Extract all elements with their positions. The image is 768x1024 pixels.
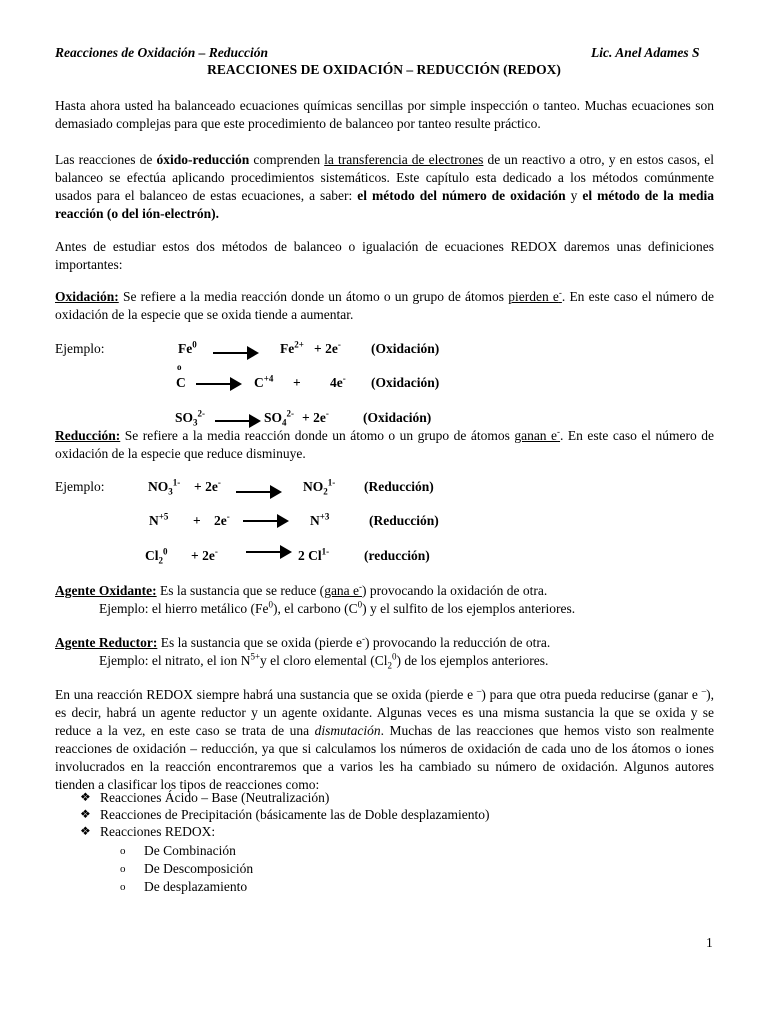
ox-eq1-e-sup: - (337, 339, 341, 350)
ox-eq2-dot: o (177, 362, 182, 372)
redox-general-text-1: En una reacción REDOX siempre habrá una sustancia que se oxida (pierde e (55, 687, 477, 702)
red-eq1-r: NO (148, 479, 169, 494)
reducing-agent-example (99, 653, 548, 669)
redox-general-text-2: ) para que otra pueda reducirse (ganar e (481, 687, 702, 702)
list-item-text: Reacciones REDOX: (100, 824, 216, 839)
circle-bullet-icon: o (120, 863, 126, 875)
red-eq3-e-sup: - (214, 546, 218, 557)
ox-eq3-r-sub: 3 (193, 417, 198, 428)
oxidation-text-1: Se refiere a la media reacción donde un átomo o un grupo de átomos (118, 289, 509, 304)
ox-eq2-tag: (Oxidación) (371, 375, 440, 390)
red-eq3-p: 2 Cl (298, 548, 322, 563)
list-item-text: De Combinación (144, 843, 236, 858)
red-eq2-tag: (Reducción) (369, 513, 439, 528)
ox-eq2-plus: + (293, 375, 301, 390)
red-eq2-plus: + (193, 513, 201, 528)
ox-eq2-product (254, 375, 273, 391)
reduction-underline-sup: - (557, 426, 561, 437)
oxidation-term: Oxidación: (55, 289, 119, 304)
oa-ex-3: ) y el sulfito de los ejemplos anteriores. (362, 601, 576, 616)
redox-method-1: el método del número de oxidación (357, 188, 566, 203)
ox-eq3-p-sup: 2- (286, 408, 295, 419)
ra-ex-sub: 2 (387, 660, 392, 671)
ox-eq3-e: + 2e (302, 410, 326, 425)
ox-eq2-arrow (196, 383, 240, 385)
redox-text-1: Las reacciones de (55, 152, 157, 167)
ox-eq2-e-sup: - (342, 373, 346, 384)
oxidizing-agent-underline-text: gana e (324, 583, 360, 598)
reducing-agent-text-1: Es la sustancia que se oxida (pierde e (157, 635, 363, 650)
header-left: Reacciones de Oxidación – Reducción (55, 45, 268, 60)
ox-eq1-e: + 2e (314, 341, 338, 356)
reduction-underline (514, 428, 560, 443)
redox-underline: la transferencia de electrones (324, 152, 484, 167)
circle-bullet-icon: o (120, 845, 126, 857)
ox-eq3-e-sup: - (325, 408, 329, 419)
oxidation-example-label: Ejemplo: (55, 341, 105, 356)
red-eq1-e: + 2e (194, 479, 218, 494)
oxidation-underline-text: pierden e (508, 289, 559, 304)
ox-eq3-p-sub: 4 (282, 417, 287, 428)
ox-eq3-r-sup: 2- (197, 408, 206, 419)
oxidizing-agent-text-2: ) provocando la oxidación de otra. (362, 583, 548, 598)
red-eq3-r-sub: 2 (158, 555, 163, 566)
oxidizing-agent-underline-sup: - (359, 581, 363, 592)
ox-eq3-tag: (Oxidación) (363, 410, 432, 425)
header-right: Lic. Anel Adames S (591, 45, 700, 60)
red-eq1-p-sub: 2 (323, 486, 328, 497)
reduction-term: Reducción: (55, 428, 121, 443)
oxidizing-agent-underline (324, 583, 362, 598)
red-eq2-p: N (310, 513, 320, 528)
list-item (80, 823, 489, 840)
red-eq2-arrow (243, 520, 287, 522)
circle-bullet-icon: o (120, 881, 126, 893)
oa-ex-2: ), el carbono (C (272, 601, 358, 616)
red-eq1-electrons (194, 479, 221, 495)
redox-text-4: y (565, 188, 583, 203)
redox-general-paragraph (55, 686, 714, 794)
red-eq1-r-sub: 3 (168, 486, 173, 497)
definitions-intro-text: Antes de estudiar estos dos métodos de balanceo o igualación de ecuaciones REDOX daremos unas definiciones importantes: (55, 239, 714, 272)
ox-eq1-electrons (314, 341, 341, 357)
ox-eq3-reactant (175, 410, 205, 426)
reduction-text-1: Se refiere a la media reacción donde un átomo o un grupo de átomos (120, 428, 515, 443)
ox-eq2-e: 4e (330, 375, 343, 390)
red-eq2-electrons (214, 513, 230, 529)
definitions-intro (55, 238, 714, 274)
oa-ex-sup-1: 0 (268, 599, 273, 610)
reduction-example-label: Ejemplo: (55, 479, 105, 494)
red-eq2-p-sup: +3 (319, 511, 330, 522)
ox-eq1-p-sup: 2+ (294, 339, 304, 350)
red-eq2-e: 2e (214, 513, 227, 528)
oxidation-underline (508, 289, 562, 304)
redox-general-text-3: ), es decir, habrá un agente reductor y un agente oxidante. Algunas veces es una misma sustancia la que se oxida y se reduce a la vez, en este caso se trata de una (55, 687, 714, 738)
red-eq1-r-sup: 1- (172, 477, 181, 488)
red-eq3-r: Cl (145, 548, 159, 563)
red-eq1-reactant (148, 479, 180, 495)
redox-bold-term: óxido-reducción (156, 152, 250, 167)
reaction-types-list (80, 789, 489, 840)
oa-ex-1: Ejemplo: el hierro metálico (Fe (99, 601, 269, 616)
ox-eq3-product (264, 410, 294, 426)
red-eq3-r-sup: 0 (163, 546, 168, 557)
red-eq1-e-sup: - (217, 477, 221, 488)
red-eq1-tag: (Reducción) (364, 479, 434, 494)
reducing-agent-term: Agente Reductor: (55, 635, 158, 650)
red-eq3-reactant (145, 548, 168, 564)
list-item (80, 789, 489, 806)
ox-eq1-r-sup: 0 (192, 339, 197, 350)
oxidizing-agent-example (99, 601, 575, 617)
ra-ex-sup-2: 0 (392, 651, 397, 662)
ra-ex-sup-1: 5+ (250, 651, 261, 662)
ox-eq1-p: Fe (280, 341, 295, 356)
reduction-underline-text: ganan e (514, 428, 558, 443)
oxidation-underline-sup: - (558, 287, 562, 298)
red-eq2-r: N (149, 513, 159, 528)
red-eq3-product (298, 548, 329, 564)
bullet-icon: ❖ (80, 824, 91, 838)
reduction-definition (55, 427, 714, 463)
redox-text-2: comprenden (249, 152, 325, 167)
red-eq3-tag: (reducción) (364, 548, 430, 563)
redox-text-3: de un reactivo a otro, y en estos casos, el balanceo se efectúa aplicando procedimientos sistemáticos. Este capítulo esta dedicado a los métodos comúnmente usados para el balanceo de estas ecuaciones, a saber: (55, 152, 715, 203)
ox-eq2-reactant: C (176, 375, 186, 390)
oa-ex-sup-2: 0 (357, 599, 363, 610)
list-item-text: De desplazamiento (144, 879, 248, 894)
ox-eq2-electrons (330, 375, 346, 391)
ox-eq1-product (280, 341, 304, 357)
list-item (120, 878, 253, 896)
ox-eq3-electrons (302, 410, 329, 426)
red-eq1-p: NO (303, 479, 324, 494)
list-item (80, 806, 489, 823)
list-item-text: De Descomposición (144, 861, 254, 876)
red-eq3-electrons (191, 548, 218, 564)
red-eq3-e: + 2e (191, 548, 215, 563)
ox-eq2-p: C (254, 375, 264, 390)
redox-general-italic: dismutación (314, 723, 381, 738)
page-number: 1 (706, 935, 713, 950)
oxidizing-agent-text-1: Es la sustancia que se reduce ( (156, 583, 325, 598)
list-item-text: Reacciones Ácido – Base (Neutralización) (100, 790, 330, 805)
redox-paragraph (55, 151, 714, 223)
ox-eq1-r: Fe (178, 341, 193, 356)
reducing-agent-sup: - (362, 633, 366, 644)
bullet-icon: ❖ (80, 790, 91, 804)
oxidizing-agent-term: Agente Oxidante: (55, 583, 157, 598)
list-item (120, 860, 253, 878)
oxidation-text-2: . En este caso el número de oxidación de la especie que se oxida tiende a aumentar. (55, 289, 714, 322)
oxidizing-agent-definition (55, 583, 547, 599)
page-title: REACCIONES DE OXIDACIÓN – REDUCCIÓN (REDOX) (207, 62, 561, 77)
red-eq3-arrow (246, 551, 290, 553)
intro-text: Hasta ahora usted ha balanceado ecuaciones químicas sencillas por simple inspección o tanteo. Muchas ecuaciones son demasiado complejas para que este procedimiento de balanceo por tanteo resulte práctico. (55, 98, 714, 131)
redox-general-sup-1: – (476, 685, 482, 696)
ox-eq3-p: SO (264, 410, 283, 425)
ox-eq1-tag: (Oxidación) (371, 341, 440, 356)
intro-paragraph (55, 97, 714, 133)
ra-ex-3: ) de los ejemplos anteriores. (396, 653, 549, 668)
red-eq2-product (310, 513, 329, 529)
red-eq2-reactant (149, 513, 168, 529)
list-item-text: Reacciones de Precipitación (básicamente las de Doble desplazamiento) (100, 807, 490, 822)
bullet-icon: ❖ (80, 807, 91, 821)
reducing-agent-definition (55, 635, 550, 651)
red-eq3-p-sup: 1- (321, 546, 330, 557)
ox-eq3-r: SO (175, 410, 194, 425)
redox-method-2: el método de la media reacción (o del ión-electrón). (55, 188, 714, 221)
redox-general-sup-2: – (701, 685, 707, 696)
ox-eq2-p-sup: +4 (263, 373, 274, 384)
red-eq2-e-sup: - (226, 511, 230, 522)
ox-eq1-reactant (178, 341, 197, 357)
redox-subtypes-list (120, 842, 253, 896)
ox-eq3-arrow (215, 420, 259, 422)
reduction-text-2: . En este caso el número de oxidación de la especie que reduce disminuye. (55, 428, 714, 461)
red-eq1-arrow (236, 491, 280, 493)
ra-ex-2: y el cloro elemental (Cl (260, 653, 388, 668)
red-eq1-p-sup: 1- (327, 477, 336, 488)
red-eq1-product (303, 479, 335, 495)
red-eq2-r-sup: +5 (158, 511, 169, 522)
list-item (120, 842, 253, 860)
redox-general-text-4: . Muchas de las reacciones que hemos visto son realmente reacciones de oxidación – reducción, ya que si calculamos los números de oxidación de cada uno de los átomos o iones involucrados en la reacción encontraremos que a varios les ha cambiado su número de oxidación. Algunos autores tienden a clasificar los tipos de reacciones como: (55, 723, 715, 792)
reducing-agent-text-2: ) provocando la reducción de otra. (365, 635, 551, 650)
ra-ex-1: Ejemplo: el nitrato, el ion N (99, 653, 251, 668)
oxidation-definition (55, 288, 714, 324)
ox-eq1-arrow (213, 352, 257, 354)
